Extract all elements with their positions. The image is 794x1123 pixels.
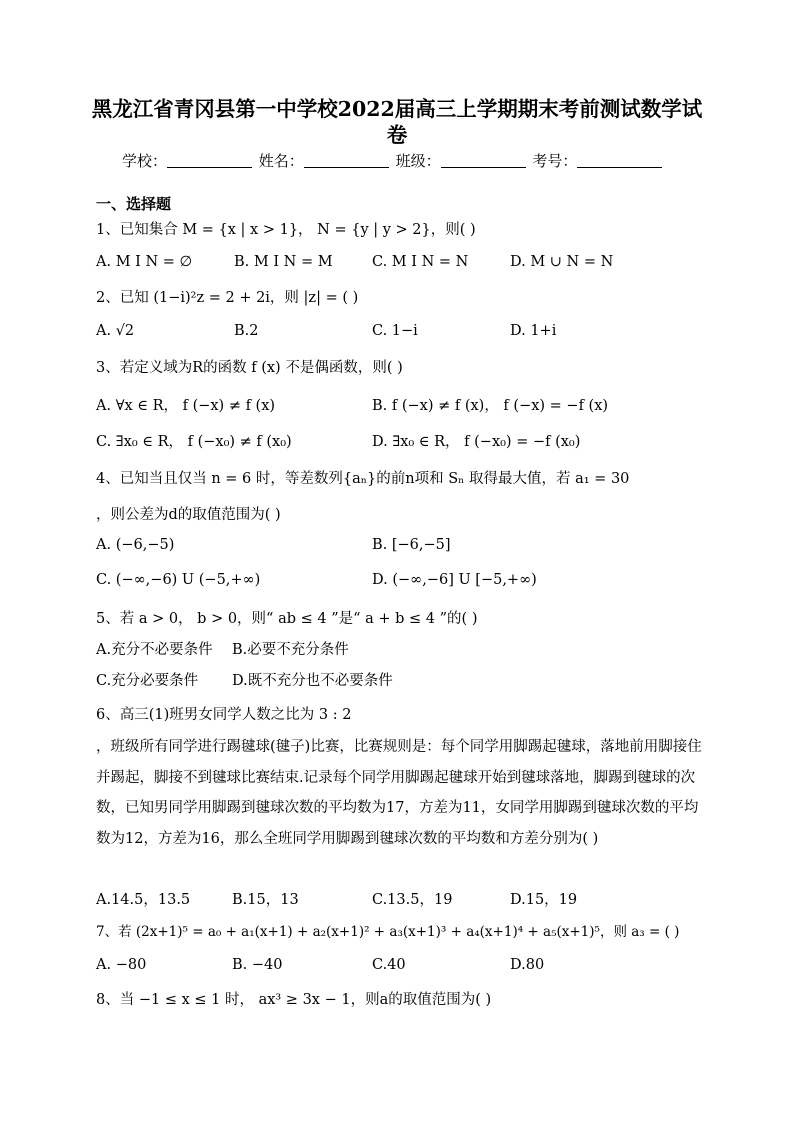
question-7-stem: 7、若 (2x+1)⁵ = a₀ + a₁(x+1) + a₂(x+1)² + a₃(x+1)³ + a₄(x+1)⁴ + a₅(x+1)⁵，则 a₃ = ( )	[96, 924, 680, 940]
question-1-option-b: B. M I N = M	[234, 254, 333, 270]
question-8-stem: 8、当 −1 ≤ x ≤ 1 时， ax³ ≥ 3x − 1，则a的取值范围为( )	[96, 992, 492, 1008]
student-info-row	[122, 150, 664, 171]
school-blank[interactable]	[167, 153, 252, 168]
question-4-option-c: C. (−∞,−6) U (−5,+∞)	[96, 572, 261, 588]
question-2-stem: 2、已知 (1−i)²z = 2 + 2i，则 |z| = ( )	[96, 290, 359, 306]
question-6-body: ，班级所有同学进行踢毽球(毽子)比赛，比赛规则是：每个同学用脚踢起毽球，落地前用脚接住并踢起，脚接不到毽球比赛结束.记录每个同学用脚踢起毽球开始到毽球落地，脚踢到毽球的次数，已知男同学用脚踢到毽球次数的平均数为17，方差为11，女同学用脚踢到毽球次数的平均数为12，方差为16，那么全班同学用脚踢到毽球次数的平均数和方差分别为( )	[96, 739, 702, 847]
question-1-option-a: A. M I N = ∅	[96, 254, 193, 270]
school-label: 学校：	[122, 152, 168, 170]
question-4-stem-continued: ，则公差为d的取值范围为( )	[96, 507, 281, 523]
question-6-stem: 6、高三(1)班男女同学人数之比为 3 : 2	[96, 707, 352, 723]
question-3-option-a: A. ∀x ∈ R， f (−x) ≠ f (x)	[96, 398, 276, 414]
question-2-option-c: C. 1−i	[372, 323, 418, 339]
question-6-option-d: D.15，19	[510, 892, 578, 908]
question-3-option-c: C. ∃x₀ ∈ R， f (−x₀) ≠ f (x₀)	[96, 434, 292, 450]
question-6-option-a: A.14.5，13.5	[96, 892, 191, 908]
question-2-option-b: B.2	[234, 323, 259, 339]
question-1-stem: 1、已知集合 M = {x | x > 1}， N = {y | y > 2}，则( )	[96, 222, 476, 238]
name-label: 姓名：	[258, 152, 304, 170]
question-7-option-a: A. −80	[96, 957, 147, 973]
question-6-option-c: C.13.5，19	[372, 892, 453, 908]
class-blank[interactable]	[441, 153, 526, 168]
question-1-option-d: D. M ∪ N = N	[510, 254, 614, 270]
question-5-stem: 5、若 a > 0， b > 0，则“ ab ≤ 4 ”是“ a + b ≤ 4 ”的( )	[96, 611, 478, 627]
question-3-option-d: D. ∃x₀ ∈ R， f (−x₀) = −f (x₀)	[372, 434, 581, 450]
question-6-option-b: B.15，13	[232, 892, 299, 908]
question-4-option-b: B. [−6,−5]	[372, 537, 451, 553]
question-5-option-d: D.既不充分也不必要条件	[232, 673, 393, 689]
question-2-option-a: A. √2	[96, 323, 135, 339]
class-label: 班级：	[395, 152, 441, 170]
question-5-option-b: B.必要不充分条件	[232, 642, 349, 658]
question-5-option-c: C.充分必要条件	[96, 673, 199, 689]
question-5-option-a: A.充分不必要条件	[96, 642, 213, 658]
question-4-stem: 4、已知当且仅当 n = 6 时，等差数列{aₙ}的前n项和 Sₙ 取得最大值，若 a₁ = 30	[96, 471, 630, 487]
exam-no-blank[interactable]	[577, 153, 662, 168]
question-3-stem: 3、若定义域为R的函数 f (x) 不是偶函数，则( )	[96, 360, 403, 376]
question-7-option-c: C.40	[372, 957, 406, 973]
question-4-option-a: A. (−6,−5)	[96, 537, 175, 553]
exam-no-label: 考号：	[532, 152, 578, 170]
question-7-option-d: D.80	[510, 957, 545, 973]
question-2-option-d: D. 1+i	[510, 323, 557, 339]
section-heading: 一、选择题	[96, 195, 172, 213]
question-1-option-c: C. M I N = N	[372, 254, 469, 270]
question-3-option-b: B. f (−x) ≠ f (x)， f (−x) = −f (x)	[372, 398, 609, 414]
name-blank[interactable]	[304, 153, 389, 168]
question-4-option-d: D. (−∞,−6] U [−5,+∞)	[372, 572, 537, 588]
question-7-option-b: B. −40	[232, 957, 283, 973]
page-title: 黑龙江省青冈县第一中学校2022届高三上学期期末考前测试数学试卷	[91, 97, 703, 147]
